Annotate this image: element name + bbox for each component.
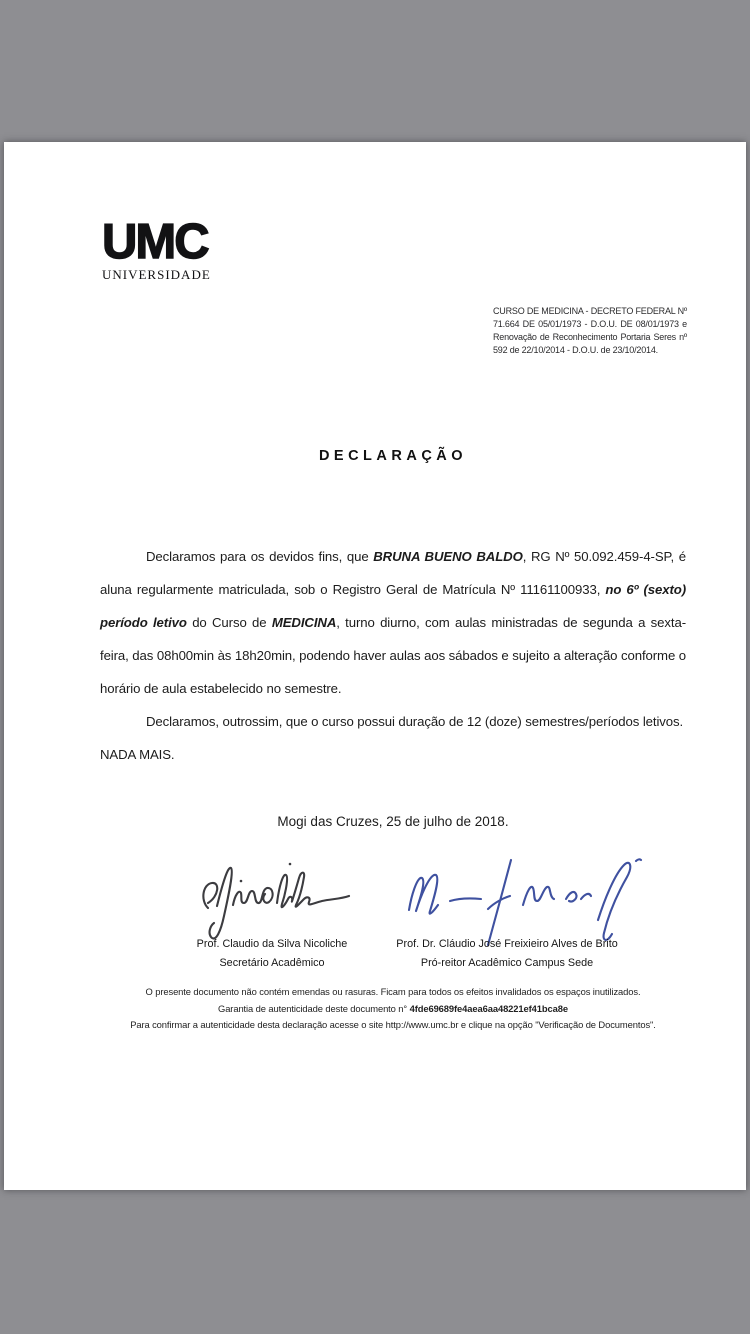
document-footer — [100, 984, 686, 1034]
paragraph-2: Declaramos, outrossim, que o curso possui duração de 12 (doze) semestres/períodos letivos. — [146, 714, 684, 729]
signatory-left-role: Secretário Acadêmico — [219, 957, 325, 969]
authenticity-code: 4fde69689fe4aea6aa48221ef41bca8e — [409, 1002, 568, 1014]
student-name: BRUNA BUENO BALDO — [373, 549, 523, 564]
footer-line-3: Para confirmar a autenticidade desta declaração acesse o site http://www.umc.br e clique na opção "Verificação de Documentos". — [130, 1019, 656, 1030]
umc-logo-acronym: UMC — [102, 215, 208, 269]
semester-emphasis: no 6º (sexto) período letivo — [100, 582, 686, 630]
signatory-right — [362, 935, 652, 973]
umc-logo — [102, 215, 211, 283]
authenticity-label: Garantia de autenticidade deste documento n° — [218, 1002, 410, 1014]
signature-right — [393, 846, 643, 946]
p1-text: do Curso de — [186, 615, 272, 630]
date-line: Mogi das Cruzes, 25 de julho de 2018. — [277, 814, 509, 829]
course-name: MEDICINA — [271, 615, 337, 630]
p1-text: , turno diurno, com aulas ministradas de segunda a sexta-feira, das 08h00min às 18h20min, podendo haver aulas aos sábados e sujeito a alteração conforme o horário de aula estabelecido no semestre. — [100, 615, 686, 696]
p1-text: , RG Nº 50.092.459-4-SP, é aluna regularmente matriculada, sob o Registro Geral de Matrícula Nº 11161100933, — [100, 549, 687, 597]
signature-left — [195, 846, 355, 946]
document-title: DECLARAÇÃO — [318, 448, 468, 464]
declaration-body — [100, 540, 686, 771]
signatory-right-name: Prof. Dr. Cláudio José Freixieiro Alves de Brito — [396, 938, 618, 950]
footer-line-1: O presente documento não contém emendas ou rasuras. Ficam para todos os efeitos invalidados os espaços inutilizados. — [145, 986, 641, 997]
accreditation-text: CURSO DE MEDICINA - DECRETO FEDERAL Nº 71.664 DE 05/01/1973 - D.O.U. DE 08/01/1973 e Renovação de Reconhecimento Portaria Seres nº 592 de 22/10/2014 - D.O.U. de 23/10/2014. — [493, 306, 687, 355]
document-page — [4, 142, 746, 1190]
paragraph-3: NADA MAIS. — [100, 747, 175, 762]
footer-line-2 — [100, 1001, 686, 1018]
signatory-right-role: Pró-reitor Acadêmico Campus Sede — [420, 957, 594, 969]
umc-logo-name: UNIVERSIDADE — [102, 267, 211, 282]
document-content — [100, 142, 686, 1190]
paragraph-1 — [100, 540, 686, 705]
signatory-left-name: Prof. Claudio da Silva Nicoliche — [196, 938, 348, 950]
p1-text: Declaramos para os devidos fins, que — [146, 549, 374, 564]
